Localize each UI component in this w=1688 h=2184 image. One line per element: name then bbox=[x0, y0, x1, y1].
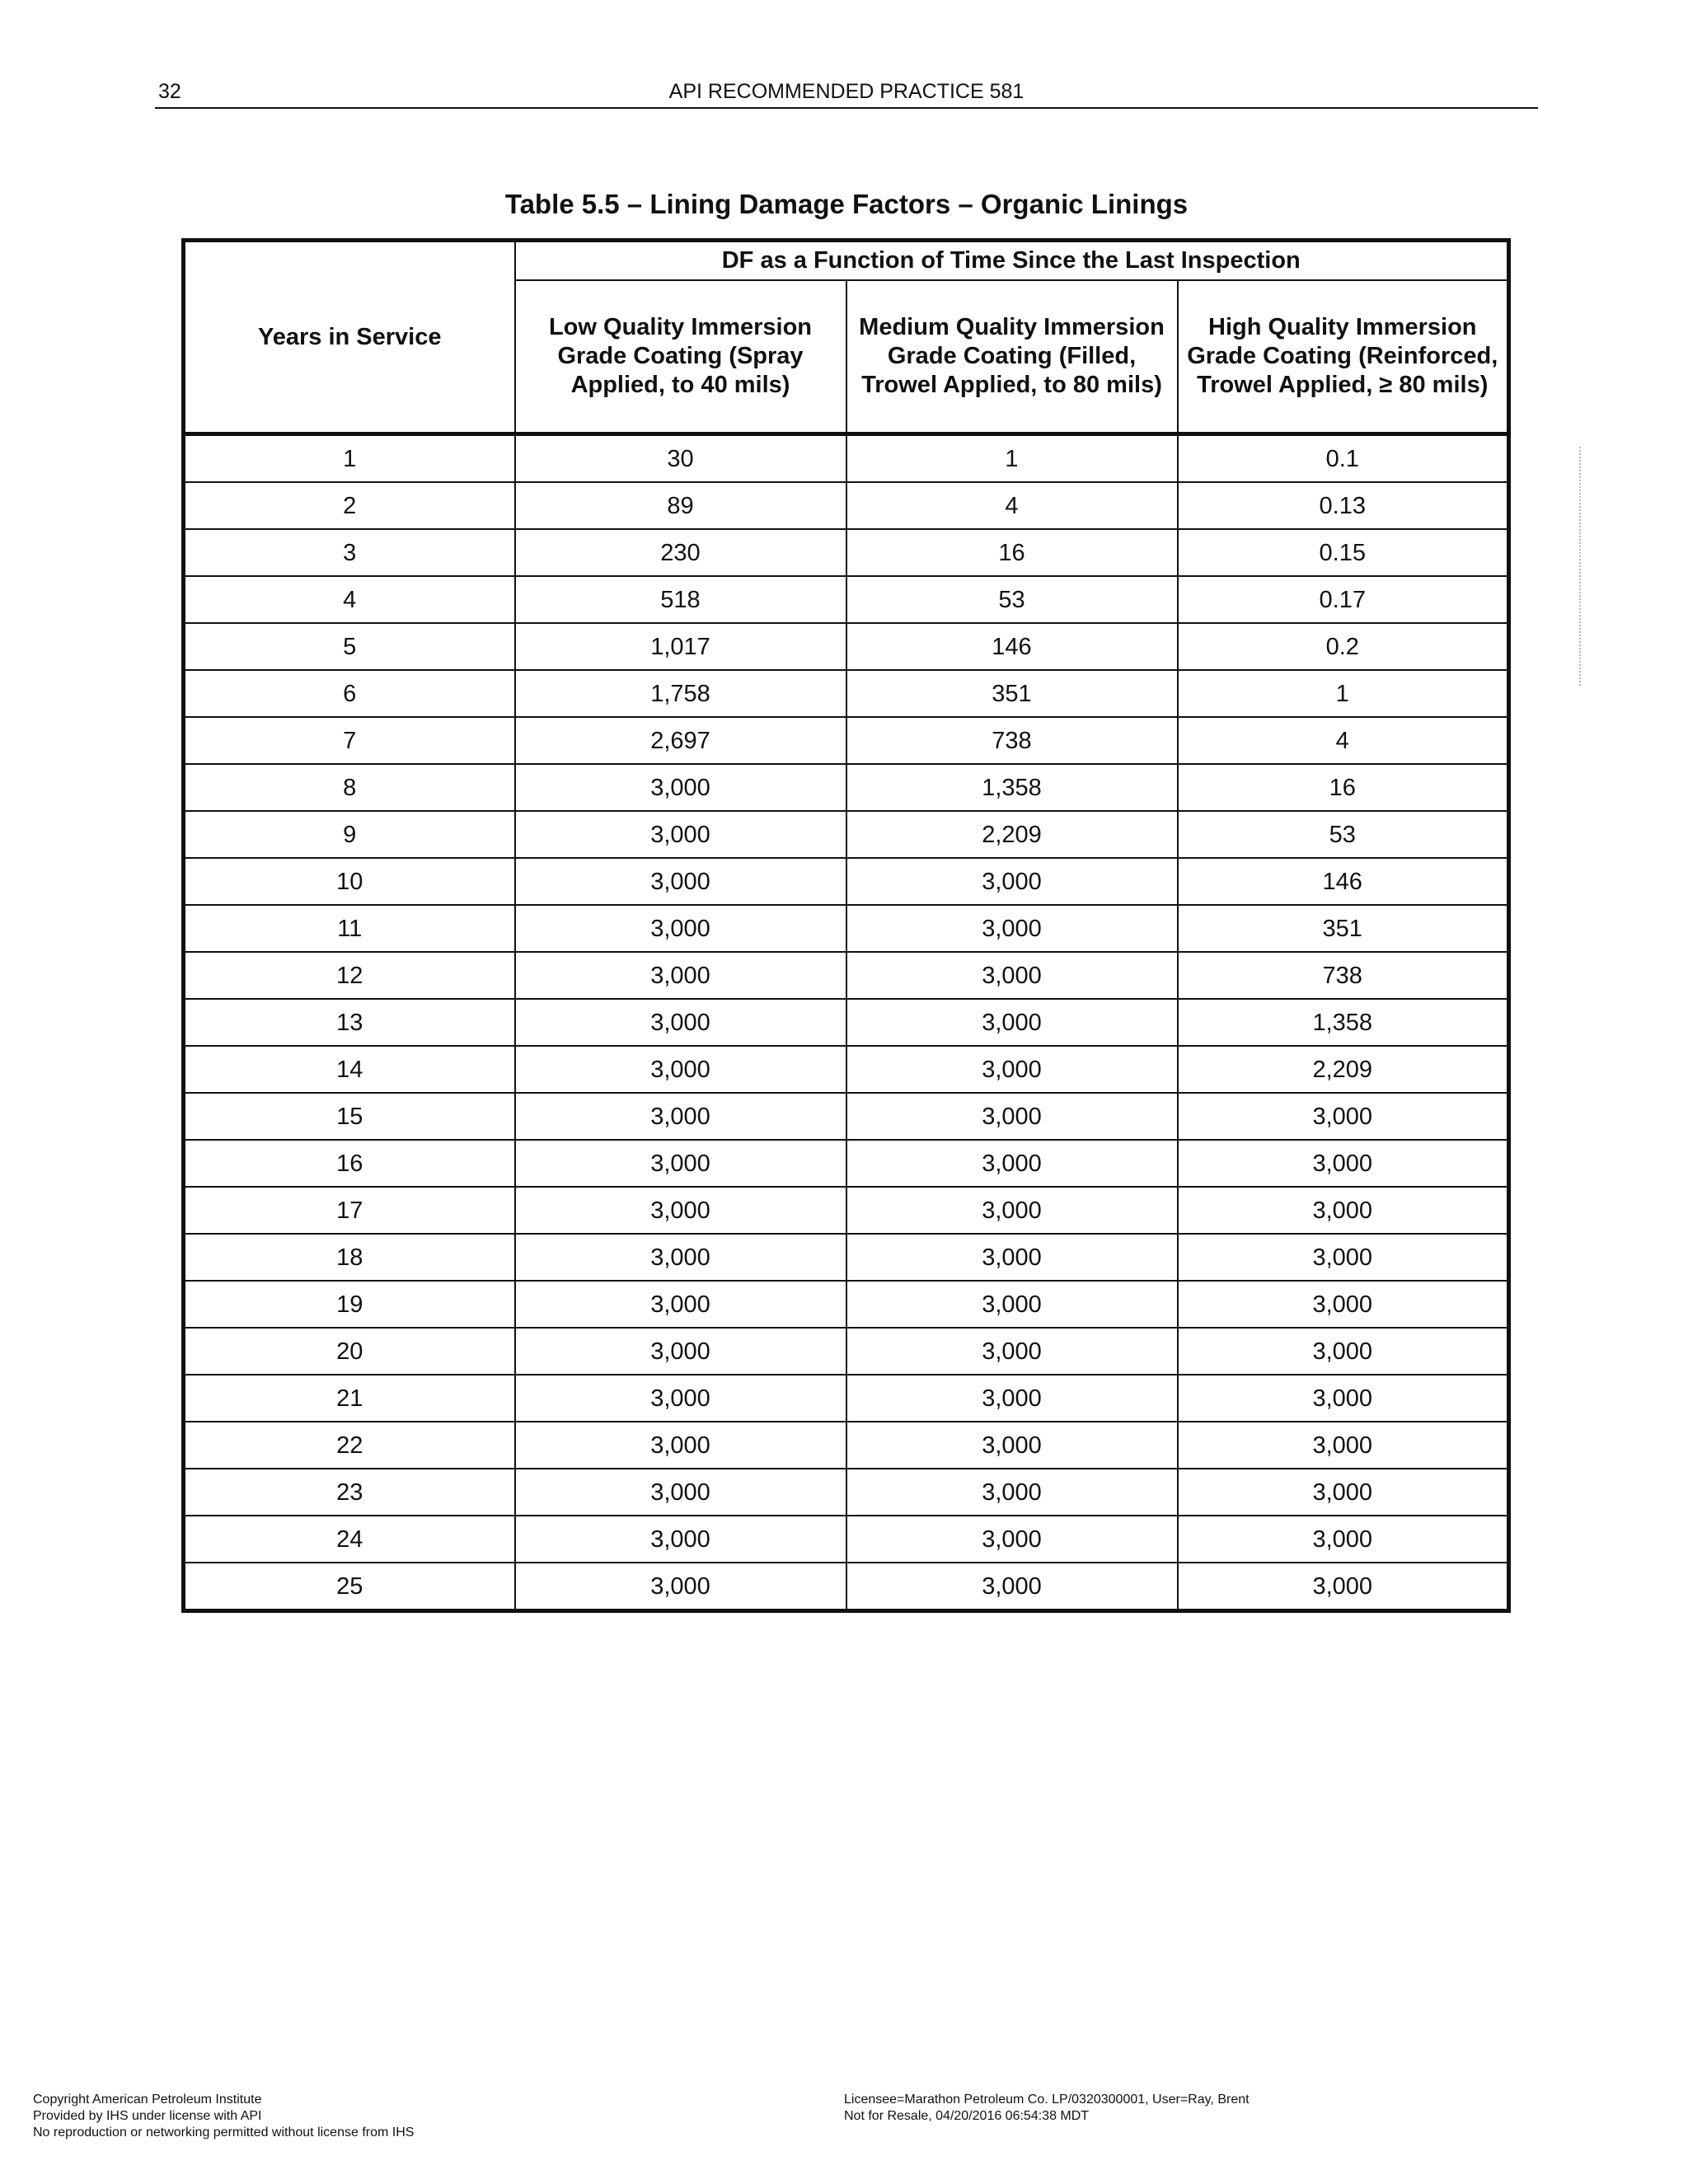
running-header bbox=[155, 79, 1538, 109]
medium-quality-df-cell: 3,000 bbox=[846, 1422, 1178, 1469]
medium-quality-df-cell: 3,000 bbox=[846, 1234, 1178, 1281]
medium-quality-df-cell: 4 bbox=[846, 482, 1178, 529]
low-quality-df-cell: 3,000 bbox=[515, 1281, 846, 1328]
table-row bbox=[184, 1046, 1509, 1093]
low-quality-df-cell: 230 bbox=[515, 529, 846, 576]
table-row bbox=[184, 1234, 1509, 1281]
low-quality-df-cell: 2,697 bbox=[515, 717, 846, 764]
low-quality-df-cell: 3,000 bbox=[515, 1516, 846, 1563]
table-row bbox=[184, 1375, 1509, 1422]
high-quality-column-header: High Quality Immersion Grade Coating (Reinforced, Trowel Applied, ≥ 80 mils) bbox=[1178, 280, 1509, 434]
low-quality-df-cell: 3,000 bbox=[515, 764, 846, 811]
high-quality-df-cell: 2,209 bbox=[1178, 1046, 1509, 1093]
low-quality-df-cell: 3,000 bbox=[515, 1422, 846, 1469]
low-quality-df-cell: 3,000 bbox=[515, 905, 846, 952]
df-group-header: DF as a Function of Time Since the Last Inspection bbox=[515, 241, 1509, 281]
high-quality-df-cell: 3,000 bbox=[1178, 1328, 1509, 1375]
footer-license bbox=[844, 2092, 1250, 2125]
high-quality-df-cell: 3,000 bbox=[1178, 1281, 1509, 1328]
table-row bbox=[184, 434, 1509, 483]
table-row bbox=[184, 1563, 1509, 1611]
table-row bbox=[184, 999, 1509, 1046]
table-row bbox=[184, 1093, 1509, 1140]
years-cell: 15 bbox=[184, 1093, 515, 1140]
high-quality-df-cell: 0.17 bbox=[1178, 576, 1509, 623]
years-cell: 9 bbox=[184, 811, 515, 858]
medium-quality-df-cell: 3,000 bbox=[846, 999, 1178, 1046]
footer-line: No reproduction or networking permitted without license from IHS bbox=[33, 2125, 415, 2139]
low-quality-df-cell: 89 bbox=[515, 482, 846, 529]
low-quality-df-cell: 3,000 bbox=[515, 952, 846, 999]
years-cell: 11 bbox=[184, 905, 515, 952]
high-quality-df-cell: 3,000 bbox=[1178, 1234, 1509, 1281]
low-quality-column-header: Low Quality Immersion Grade Coating (Spray Applied, to 40 mils) bbox=[515, 280, 846, 434]
table-row bbox=[184, 1469, 1509, 1516]
table-row bbox=[184, 1140, 1509, 1187]
low-quality-df-cell: 3,000 bbox=[515, 1140, 846, 1187]
medium-quality-df-cell: 351 bbox=[846, 670, 1178, 717]
high-quality-df-cell: 53 bbox=[1178, 811, 1509, 858]
low-quality-df-cell: 3,000 bbox=[515, 1093, 846, 1140]
years-cell: 10 bbox=[184, 858, 515, 905]
years-cell: 2 bbox=[184, 482, 515, 529]
low-quality-df-cell: 3,000 bbox=[515, 1234, 846, 1281]
high-quality-df-cell: 0.1 bbox=[1178, 434, 1509, 483]
footer-copyright bbox=[33, 2092, 414, 2141]
medium-quality-df-cell: 3,000 bbox=[846, 1516, 1178, 1563]
years-cell: 7 bbox=[184, 717, 515, 764]
medium-quality-df-cell: 3,000 bbox=[846, 1187, 1178, 1234]
page-number: 32 bbox=[158, 80, 181, 103]
years-cell: 18 bbox=[184, 1234, 515, 1281]
lining-damage-factor-table bbox=[181, 238, 1511, 1613]
high-quality-df-cell: 0.15 bbox=[1178, 529, 1509, 576]
medium-quality-df-cell: 3,000 bbox=[846, 952, 1178, 999]
high-quality-df-cell: 738 bbox=[1178, 952, 1509, 999]
high-quality-df-cell: 3,000 bbox=[1178, 1516, 1509, 1563]
table-row bbox=[184, 576, 1509, 623]
medium-quality-df-cell: 3,000 bbox=[846, 1328, 1178, 1375]
medium-quality-df-cell: 1 bbox=[846, 434, 1178, 483]
years-cell: 21 bbox=[184, 1375, 515, 1422]
medium-quality-df-cell: 1,358 bbox=[846, 764, 1178, 811]
header-row-group bbox=[184, 241, 1509, 281]
high-quality-df-cell: 4 bbox=[1178, 717, 1509, 764]
medium-quality-df-cell: 3,000 bbox=[846, 1140, 1178, 1187]
footer-line: Provided by IHS under license with API bbox=[33, 2109, 262, 2123]
low-quality-df-cell: 1,017 bbox=[515, 623, 846, 670]
low-quality-df-cell: 3,000 bbox=[515, 858, 846, 905]
table-row bbox=[184, 1187, 1509, 1234]
low-quality-df-cell: 3,000 bbox=[515, 1375, 846, 1422]
table-caption: Table 5.5 – Lining Damage Factors – Organic Linings bbox=[504, 189, 1189, 219]
low-quality-df-cell: 3,000 bbox=[515, 1046, 846, 1093]
table-row bbox=[184, 952, 1509, 999]
margin-marks bbox=[1579, 447, 1584, 686]
table-row bbox=[184, 905, 1509, 952]
years-cell: 17 bbox=[184, 1187, 515, 1234]
high-quality-df-cell: 3,000 bbox=[1178, 1140, 1509, 1187]
high-quality-df-cell: 1 bbox=[1178, 670, 1509, 717]
high-quality-df-cell: 3,000 bbox=[1178, 1093, 1509, 1140]
low-quality-df-cell: 1,758 bbox=[515, 670, 846, 717]
high-quality-df-cell: 351 bbox=[1178, 905, 1509, 952]
high-quality-df-cell: 3,000 bbox=[1178, 1375, 1509, 1422]
medium-quality-df-cell: 3,000 bbox=[846, 1093, 1178, 1140]
low-quality-df-cell: 3,000 bbox=[515, 1469, 846, 1516]
years-in-service-header: Years in Service bbox=[184, 241, 515, 434]
low-quality-df-cell: 3,000 bbox=[515, 1187, 846, 1234]
table-row bbox=[184, 482, 1509, 529]
high-quality-df-cell: 3,000 bbox=[1178, 1469, 1509, 1516]
table-row bbox=[184, 764, 1509, 811]
years-cell: 5 bbox=[184, 623, 515, 670]
medium-quality-df-cell: 3,000 bbox=[846, 1469, 1178, 1516]
table-row bbox=[184, 670, 1509, 717]
years-cell: 25 bbox=[184, 1563, 515, 1611]
years-cell: 1 bbox=[184, 434, 515, 483]
years-cell: 24 bbox=[184, 1516, 515, 1563]
high-quality-df-cell: 3,000 bbox=[1178, 1563, 1509, 1611]
low-quality-df-cell: 3,000 bbox=[515, 1328, 846, 1375]
low-quality-df-cell: 3,000 bbox=[515, 811, 846, 858]
medium-quality-df-cell: 3,000 bbox=[846, 1563, 1178, 1611]
footer-line: Copyright American Petroleum Institute bbox=[33, 2093, 262, 2107]
medium-quality-df-cell: 3,000 bbox=[846, 1281, 1178, 1328]
high-quality-df-cell: 3,000 bbox=[1178, 1187, 1509, 1234]
medium-quality-df-cell: 53 bbox=[846, 576, 1178, 623]
years-cell: 6 bbox=[184, 670, 515, 717]
footer-line: Not for Resale, 04/20/2016 06:54:38 MDT bbox=[844, 2109, 1090, 2123]
table-row bbox=[184, 529, 1509, 576]
table-row bbox=[184, 717, 1509, 764]
medium-quality-df-cell: 146 bbox=[846, 623, 1178, 670]
years-cell: 8 bbox=[184, 764, 515, 811]
medium-quality-df-cell: 3,000 bbox=[846, 905, 1178, 952]
years-cell: 13 bbox=[184, 999, 515, 1046]
medium-quality-df-cell: 3,000 bbox=[846, 1375, 1178, 1422]
years-cell: 19 bbox=[184, 1281, 515, 1328]
years-cell: 12 bbox=[184, 952, 515, 999]
low-quality-df-cell: 3,000 bbox=[515, 999, 846, 1046]
table-row bbox=[184, 623, 1509, 670]
medium-quality-df-cell: 738 bbox=[846, 717, 1178, 764]
high-quality-df-cell: 146 bbox=[1178, 858, 1509, 905]
medium-quality-column-header: Medium Quality Immersion Grade Coating (Filled, Trowel Applied, to 80 mils) bbox=[846, 280, 1178, 434]
high-quality-df-cell: 0.13 bbox=[1178, 482, 1509, 529]
low-quality-df-cell: 3,000 bbox=[515, 1563, 846, 1611]
running-title: API RECOMMENDED PRACTICE 581 bbox=[668, 80, 1025, 103]
table-row bbox=[184, 1516, 1509, 1563]
table-row bbox=[184, 1328, 1509, 1375]
years-cell: 14 bbox=[184, 1046, 515, 1093]
table-row bbox=[184, 1281, 1509, 1328]
table-body bbox=[184, 434, 1509, 1611]
medium-quality-df-cell: 16 bbox=[846, 529, 1178, 576]
medium-quality-df-cell: 3,000 bbox=[846, 1046, 1178, 1093]
low-quality-df-cell: 518 bbox=[515, 576, 846, 623]
medium-quality-df-cell: 2,209 bbox=[846, 811, 1178, 858]
years-cell: 20 bbox=[184, 1328, 515, 1375]
high-quality-df-cell: 0.2 bbox=[1178, 623, 1509, 670]
years-cell: 23 bbox=[184, 1469, 515, 1516]
low-quality-df-cell: 30 bbox=[515, 434, 846, 483]
table-row bbox=[184, 811, 1509, 858]
years-cell: 4 bbox=[184, 576, 515, 623]
high-quality-df-cell: 3,000 bbox=[1178, 1422, 1509, 1469]
years-cell: 22 bbox=[184, 1422, 515, 1469]
high-quality-df-cell: 1,358 bbox=[1178, 999, 1509, 1046]
years-cell: 16 bbox=[184, 1140, 515, 1187]
high-quality-df-cell: 16 bbox=[1178, 764, 1509, 811]
table-row bbox=[184, 1422, 1509, 1469]
damage-factor-table-wrapper bbox=[181, 238, 1511, 1613]
table-row bbox=[184, 858, 1509, 905]
footer-line: Licensee=Marathon Petroleum Co. LP/0320300001, User=Ray, Brent bbox=[844, 2093, 1250, 2107]
medium-quality-df-cell: 3,000 bbox=[846, 858, 1178, 905]
years-cell: 3 bbox=[184, 529, 515, 576]
